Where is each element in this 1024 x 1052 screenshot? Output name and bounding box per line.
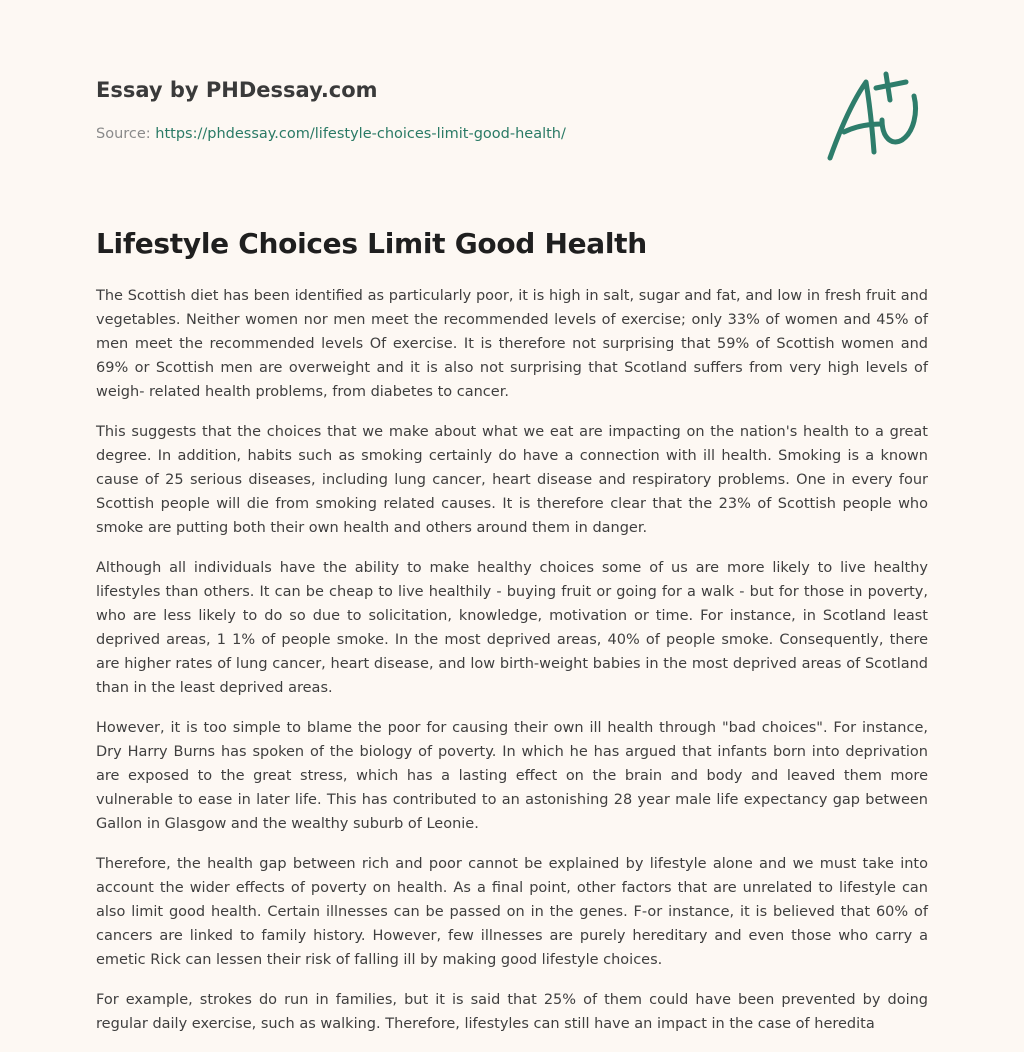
- essay-paragraph: Although all individuals have the ability to make healthy choices some of us are more likely to live healthy lifestyles than others. It can be cheap to live healthily - buying fruit or going for a walk - but for those in poverty, who are less likely to do so due to solicitation, knowledge, motivation or time. For instance, in Scotland least deprived areas, 1 1% of people smoke. In the most deprived areas, 40% of people smoke. Consequently, there are higher rates of lung cancer, heart disease, and low birth-weight babies in the most deprived areas of Scotland than in the least deprived areas.: [96, 560, 928, 696]
- essay-paragraph: Therefore, the health gap between rich and poor cannot be explained by lifestyle alone and we must take into account the wider effects of poverty on health. As a final point, other factors that are unrelated to lifestyle can also limit good health. Certain illnesses can be passed on in the genes. F-or instance, it is believed that 60% of cancers are linked to family history. However, few illnesses are purely hereditary and even those who carry a emetic Rick can lessen their risk of falling ill by making good lifestyle choices.: [96, 856, 928, 968]
- source-label: Source:: [96, 126, 156, 142]
- essay-header: [96, 76, 796, 144]
- essay-paragraph: The Scottish diet has been identified as particularly poor, it is high in salt, sugar and fat, and low in fresh fruit and vegetables. Neither women nor men meet the recommended levels of exercise; only 33% of women and 45% of men meet the recommended levels Of exercise. It is therefore not surprising that 59% of Scottish women and 69% or Scottish men are overweight and it is also not surprising that Scotland suffers from very high levels of weigh- related health problems, from diabetes to cancer.: [96, 288, 928, 400]
- source-line: [96, 124, 796, 144]
- essay-paragraph: For example, strokes do run in families, but it is said that 25% of them could have been prevented by doing regular daily exercise, such as walking. Therefore, lifestyles can still have an impact in the case of heredita: [96, 992, 928, 1032]
- source-link[interactable]: https://phdessay.com/lifestyle-choices-limit-good-health/: [155, 126, 566, 142]
- essay-paragraph: However, it is too simple to blame the poor for causing their own ill health through "bad choices". For instance, Dry Harry Burns has spoken of the biology of poverty. In which he has argued that infants born into deprivation are exposed to the great stress, which has a lasting effect on the brain and body and leaved them more vulnerable to ease in later life. This has contributed to an astonishing 28 year male life expectancy gap between Gallon in Glasgow and the wealthy suburb of Leonie.: [96, 720, 928, 832]
- brand-title: Essay by PHDessay.com: [96, 78, 378, 102]
- essay-body: [96, 284, 928, 1052]
- essay-title: Lifestyle Choices Limit Good Health: [96, 227, 647, 260]
- a-plus-grade-logo: [822, 68, 932, 168]
- essay-paragraph: This suggests that the choices that we make about what we eat are impacting on the nation's health to a great degree. In addition, habits such as smoking certainly do have a connection with ill health. Smoking is a known cause of 25 serious diseases, including lung cancer, heart disease and respiratory problems. One in every four Scottish people will die from smoking related causes. It is therefore clear that the 23% of Scottish people who smoke are putting both their own health and others around them in danger.: [96, 424, 928, 536]
